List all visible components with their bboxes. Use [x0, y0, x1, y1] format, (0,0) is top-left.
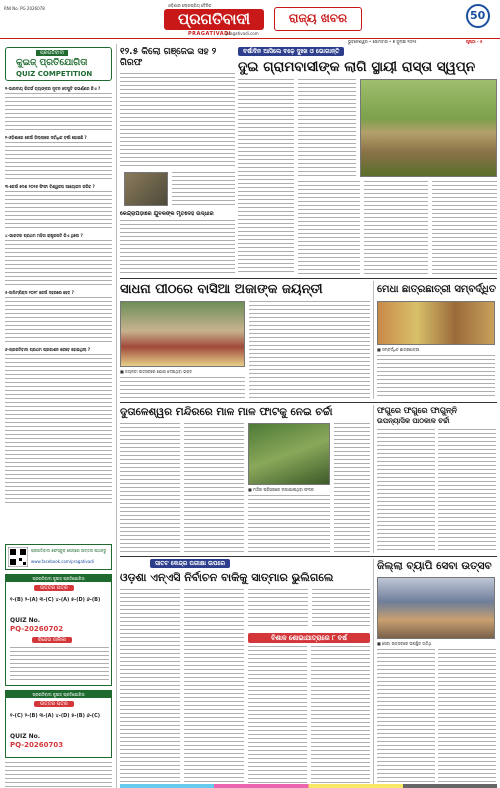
- color-registration-strip: [120, 784, 497, 788]
- quiz-url[interactable]: www.facebook.com/pragativadi: [31, 559, 94, 564]
- quiz-entry: [5, 544, 112, 570]
- quiz-question: ୩-କେଉଁ ଦେଶ ୨୦୨୬ ଫିଫା ବିଶ୍ୱକପ ଆୟୋଜନ କରିବ ?: [5, 184, 95, 189]
- quiz-number: PQ-20260703: [10, 741, 64, 749]
- dateline: ଭୁବନେଶ୍ୱର • ସୋମବାର • ୭ ଜୁଲାଇ ୨୦୨୫: [348, 39, 417, 44]
- story-dutaleswar-temple[interactable]: [120, 405, 370, 553]
- story-kicker: ବର୍ଷାଦିନ ଆସିଲେ ବଢ଼େ ଦୁଃଖ ଓ ଭୋଗାନ୍ତି: [238, 47, 344, 56]
- story-merit-students[interactable]: [373, 281, 497, 399]
- story-procession[interactable]: [248, 633, 370, 784]
- quiz-entry-note: ପ୍ରଗତିବାଦୀ ଫେସ୍‌ବୁକ୍ ପେଜ୍‌ରେ ଉତ୍ତର ପଠାନ୍ତୁ: [31, 548, 107, 553]
- quiz-question: ୧-ଭାରତୀୟ ରିଜର୍ଭ ବ୍ୟାଙ୍କର ନୂତନ ଡେପୁଟି ଗଭର୍ଣ୍ଣର କିଏ ?: [5, 86, 101, 91]
- story-headline: କେନ୍ଦ୍ରାପଡ଼ାରେ ଯୁବକଙ୍କ ମୃତଦେହ ଉଦ୍ଧାର: [120, 211, 214, 217]
- photo-caption: ■ ସମ୍ବର୍ଦ୍ଧିତ ଛାତ୍ରଛାତ୍ରୀ: [377, 347, 420, 352]
- logo-subtitle: PRAGATIVADI: [188, 31, 232, 37]
- answer-box-2: ପ୍ରଗତିବାଦୀ କୁଇଜ୍ ପ୍ରତିଯୋଗିତା ଉତ୍ତର ପତ୍ର ୧-(C) ୨-(B) ୩-(A) ୪-(D) ୫-(B) ୬-(C) QUIZ No. PQ-20260703: [5, 690, 112, 758]
- story-photo-road: [360, 79, 497, 177]
- answer-key: ୧-(B) ୨-(A) ୩-(C) ୪-(A) ୫-(D) ୬-(B): [10, 597, 101, 603]
- photo-caption: ■ ମନ୍ଦିର ପରିସରରେ ଲଗାଯାଇଥିବା ଫଳକ: [248, 487, 314, 492]
- page-number: ପୃଷ୍ଠା - ୫: [466, 39, 483, 44]
- story-fagu-novel[interactable]: [373, 405, 497, 553]
- story-photo-ceremony: [120, 301, 245, 367]
- website-link[interactable]: pragativadi.com: [226, 31, 259, 36]
- quiz-questions: [5, 86, 112, 506]
- story-photo-students: [377, 301, 495, 345]
- newspaper-logo[interactable]: ପ୍ରଗତିବାଦୀ: [164, 9, 264, 30]
- story-headline: ଦୁତାଳେଶ୍ୱର ମନ୍ଦିରରେ ମାଳ ମାଳ ଫାଟକୁ ନେଇ ଚର୍ଚ୍ଚା: [120, 406, 333, 418]
- story-headline: ଓଡ଼ଶା ଏନ୍‌ଏସି ନିର୍ବାଚନ ବାକିକୁ ସାତ୍ମାର ଭୁଲିଗଲେ: [120, 571, 334, 584]
- story-headline: ଜିଲ୍ଲା ବ୍ୟାପି ସେବା ଉତ୍ସବ: [377, 560, 492, 572]
- registration-code: RNI No. PG 2026078: [4, 6, 45, 11]
- quiz-title: କୁଇଜ୍ ପ୍ରତିଯୋଗିତା: [16, 58, 88, 68]
- answer-box-1: ପ୍ରଗତିବାଦୀ କୁଇଜ୍ ପ୍ରତିଯୋଗିତା ଉତ୍ତର ପତ୍ର ୧-(B) ୨-(A) ୩-(C) ୪-(A) ୫-(D) ୬-(B) QUIZ No. PQ-20260702 ବିଜେତା ତାଲିକା: [5, 574, 112, 686]
- anniversary-badge: 50: [463, 3, 493, 29]
- story-headline: ସାଧନା ପୀଠରେ ବାସିଆ ଅଜାଙ୍କ ଜୟନ୍ତୀ: [120, 282, 323, 297]
- story-headline: ଦୁଇ ଗ୍ରାମବାସୀଙ୍କ ଲାଗି ସ୍ଥାୟୀ ରାସ୍ତା ସ୍ୱପ୍ନ: [238, 59, 476, 75]
- story-kicker: ସାତଟ କେନ୍ଦ୍ର ପରୀକ୍ଷା ଉପରେ: [150, 559, 230, 568]
- story-headline: ବିଶାଳ ଶୋଭାଯାତ୍ରାରେ ୮ ବର୍ଷ: [248, 633, 370, 643]
- masthead-tagline: ଓଡ଼ିଶାର ଲୋକପ୍ରିୟ ଦୈନିକ: [168, 3, 212, 8]
- story-photo: [124, 172, 168, 206]
- quiz-kicker: ପ୍ରଗତିବାଦୀ: [36, 50, 68, 56]
- story-sadhana-peetha[interactable]: [120, 281, 370, 399]
- quiz-number: PQ-20260702: [10, 625, 64, 633]
- quiz-column: [0, 44, 117, 788]
- story-headline: ୧୨.୫ କିଲୋ ଗଞ୍ଜେଇ ସହ ୨ ଗିରଫ: [120, 47, 217, 68]
- story-photo-event: [377, 577, 495, 639]
- story-village-road[interactable]: [238, 47, 497, 275]
- photo-caption: ■ ସେବା ଉତ୍ସବରେ ଉପସ୍ଥିତ ଅତିଥି: [377, 641, 432, 646]
- quiz-question: ୨-ଓଡ଼ିଶାରେ କେଉଁ ଜିଲ୍ଲାରେ ସର୍ବାଧିକ ବର୍ଷା ହୋଇଛି ?: [5, 135, 87, 140]
- story-seva-utsav[interactable]: [373, 559, 497, 784]
- qr-code-icon: [8, 547, 28, 567]
- quiz-header: [5, 47, 112, 81]
- quiz-question: ୪-ଭାରତର ପ୍ରଥମ ମହିଳା ରାଷ୍ଟ୍ରପତି କିଏ ଥିଲେ ?: [5, 233, 83, 238]
- section-title: ରାଜ୍ୟ ଖବର: [274, 7, 362, 31]
- story-photo-plaque: [248, 423, 330, 485]
- photo-caption: ■ ଜୟନ୍ତୀ ଉତ୍ସବରେ ଯୋଗ ଦେଇଥିବା ଭକ୍ତ: [120, 369, 193, 374]
- story-headline: ମେଧା ଛାତ୍ରଛାତ୍ରୀ ସମ୍ବର୍ଦ୍ଧିତ: [377, 284, 496, 295]
- story-nac-election[interactable]: [120, 559, 370, 784]
- quiz-title-english: QUIZ COMPETITION: [16, 70, 93, 78]
- answer-key: ୧-(C) ୨-(B) ୩-(A) ୪-(D) ୫-(B) ୬-(C): [10, 713, 101, 719]
- story-headline: ଫଗୁରେ ଫଗୁରେ ଫାଗୁନ୍‌ନି: [377, 406, 458, 415]
- story-subheadline: ଉପନ୍ୟାସିକ ପାଠକାଳ ଚର୍ଚ୍ଚା: [377, 417, 450, 425]
- quiz-question: ୬-ପ୍ରଗତିବାଦୀ ପ୍ରଥମ ପ୍ରକାଶନ କେବେ ହୋଇଥିଲା ?: [5, 347, 91, 352]
- story-ganja-seizure[interactable]: [120, 47, 235, 275]
- masthead: [0, 0, 500, 44]
- quiz-question: ୫-ଅଲିମ୍ପିକ୍ସ ୨୦୨୮ କେଉଁ ସହରରେ ହେବ ?: [5, 290, 74, 295]
